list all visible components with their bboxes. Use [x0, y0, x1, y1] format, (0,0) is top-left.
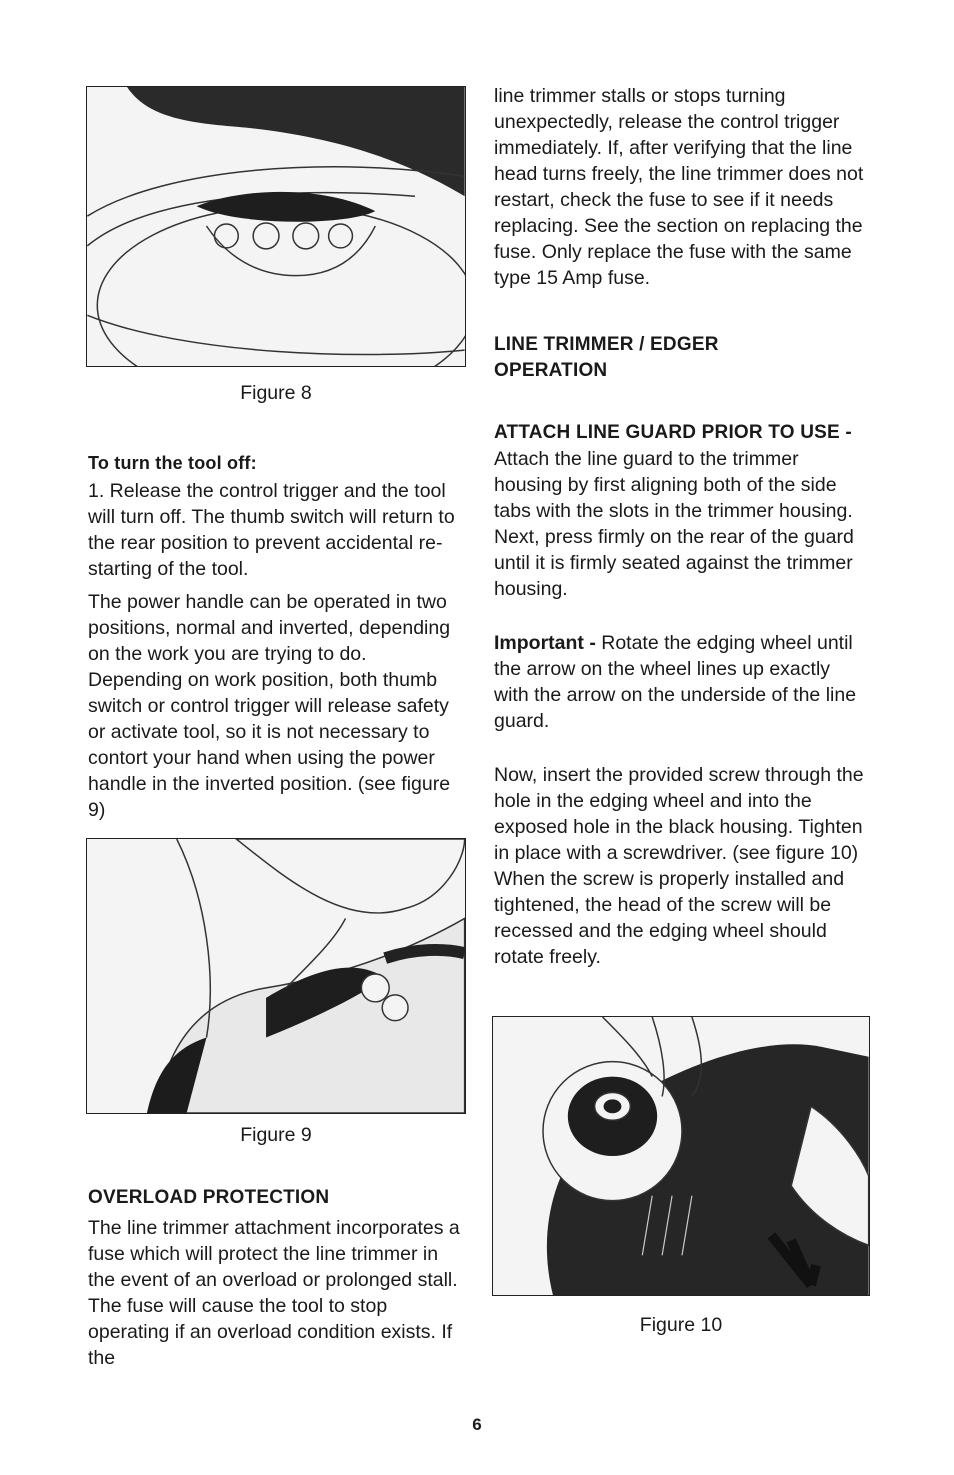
important-text: Rotate the edging wheel until the arrow on the wheel lines up exactly with the arrow on the underside of the line guard. [494, 632, 857, 732]
inverted-handle-grip-illustration [87, 839, 465, 1113]
overload-section [88, 1185, 460, 1371]
left-column [88, 450, 460, 823]
attach-paragraph [494, 419, 870, 602]
screw-instructions: Now, insert the provided screw through the hole in the edging wheel and into the exposed hole in the black housing. Tighten in place with a screwdriver. (see figure 10) When the screw is properly installed and tightened, the head of the screw will be recessed and the edging wheel should rotate freely. [494, 764, 864, 968]
important-label: Important - [494, 632, 596, 654]
operation-heading-line-2: OPERATION [494, 360, 608, 381]
hand-on-handle-illustration [87, 87, 465, 366]
figure-10-caption: Figure 10 [639, 1314, 723, 1336]
overload-text: The line trimmer attachment incorporates a fuse which will protect the line trimmer in the event of an overload or prolonged stall. The fuse will cause the tool to stop operating if an overload condition exists. If the [88, 1217, 460, 1369]
figure-9-caption: Figure 9 [240, 1124, 312, 1146]
right-column [494, 83, 870, 970]
figure-9-illustration [86, 838, 466, 1114]
attach-heading: ATTACH LINE GUARD PRIOR TO USE - [494, 422, 852, 443]
turn-off-heading: To turn the tool off: [88, 453, 257, 473]
page-number: 6 [472, 1415, 482, 1434]
attach-text: Attach the line guard to the trimmer housing by first aligning both of the side tabs with the slots in the trimmer housing. Next, press firmly on the rear of the guard until it is firmly seated against the trimmer housing. [494, 448, 854, 600]
operation-heading-line-1: LINE TRIMMER / EDGER [494, 334, 719, 355]
turn-off-paragraph-1: 1. Release the control trigger and the tool will turn off. The thumb switch will return to the rear position to prevent accidental re-starting of the tool. [88, 480, 455, 580]
figure-8-caption: Figure 8 [240, 382, 312, 404]
turn-off-paragraph-2: The power handle can be operated in two positions, normal and inverted, depending on the work you are trying to do. Depending on work position, both thumb switch or control trigger will release safety or activate tool, so it is not necessary to contort your hand when using the power handle in the inverted position. (see figure 9) [88, 591, 451, 821]
edging-wheel-illustration [493, 1017, 869, 1295]
overload-heading: OVERLOAD PROTECTION [88, 1187, 330, 1208]
figure-8-illustration [86, 86, 466, 367]
overload-continued: line trimmer stalls or stops turning unexpectedly, release the control trigger immediately. If, after verifying that the line head turns freely, the line trimmer does not restart, check the fuse to see if it needs replacing. See the section on replacing the fuse. Only replace the fuse with the same type 15 Amp fuse. [494, 85, 864, 289]
important-paragraph [494, 630, 870, 734]
figure-10-illustration [492, 1016, 870, 1296]
